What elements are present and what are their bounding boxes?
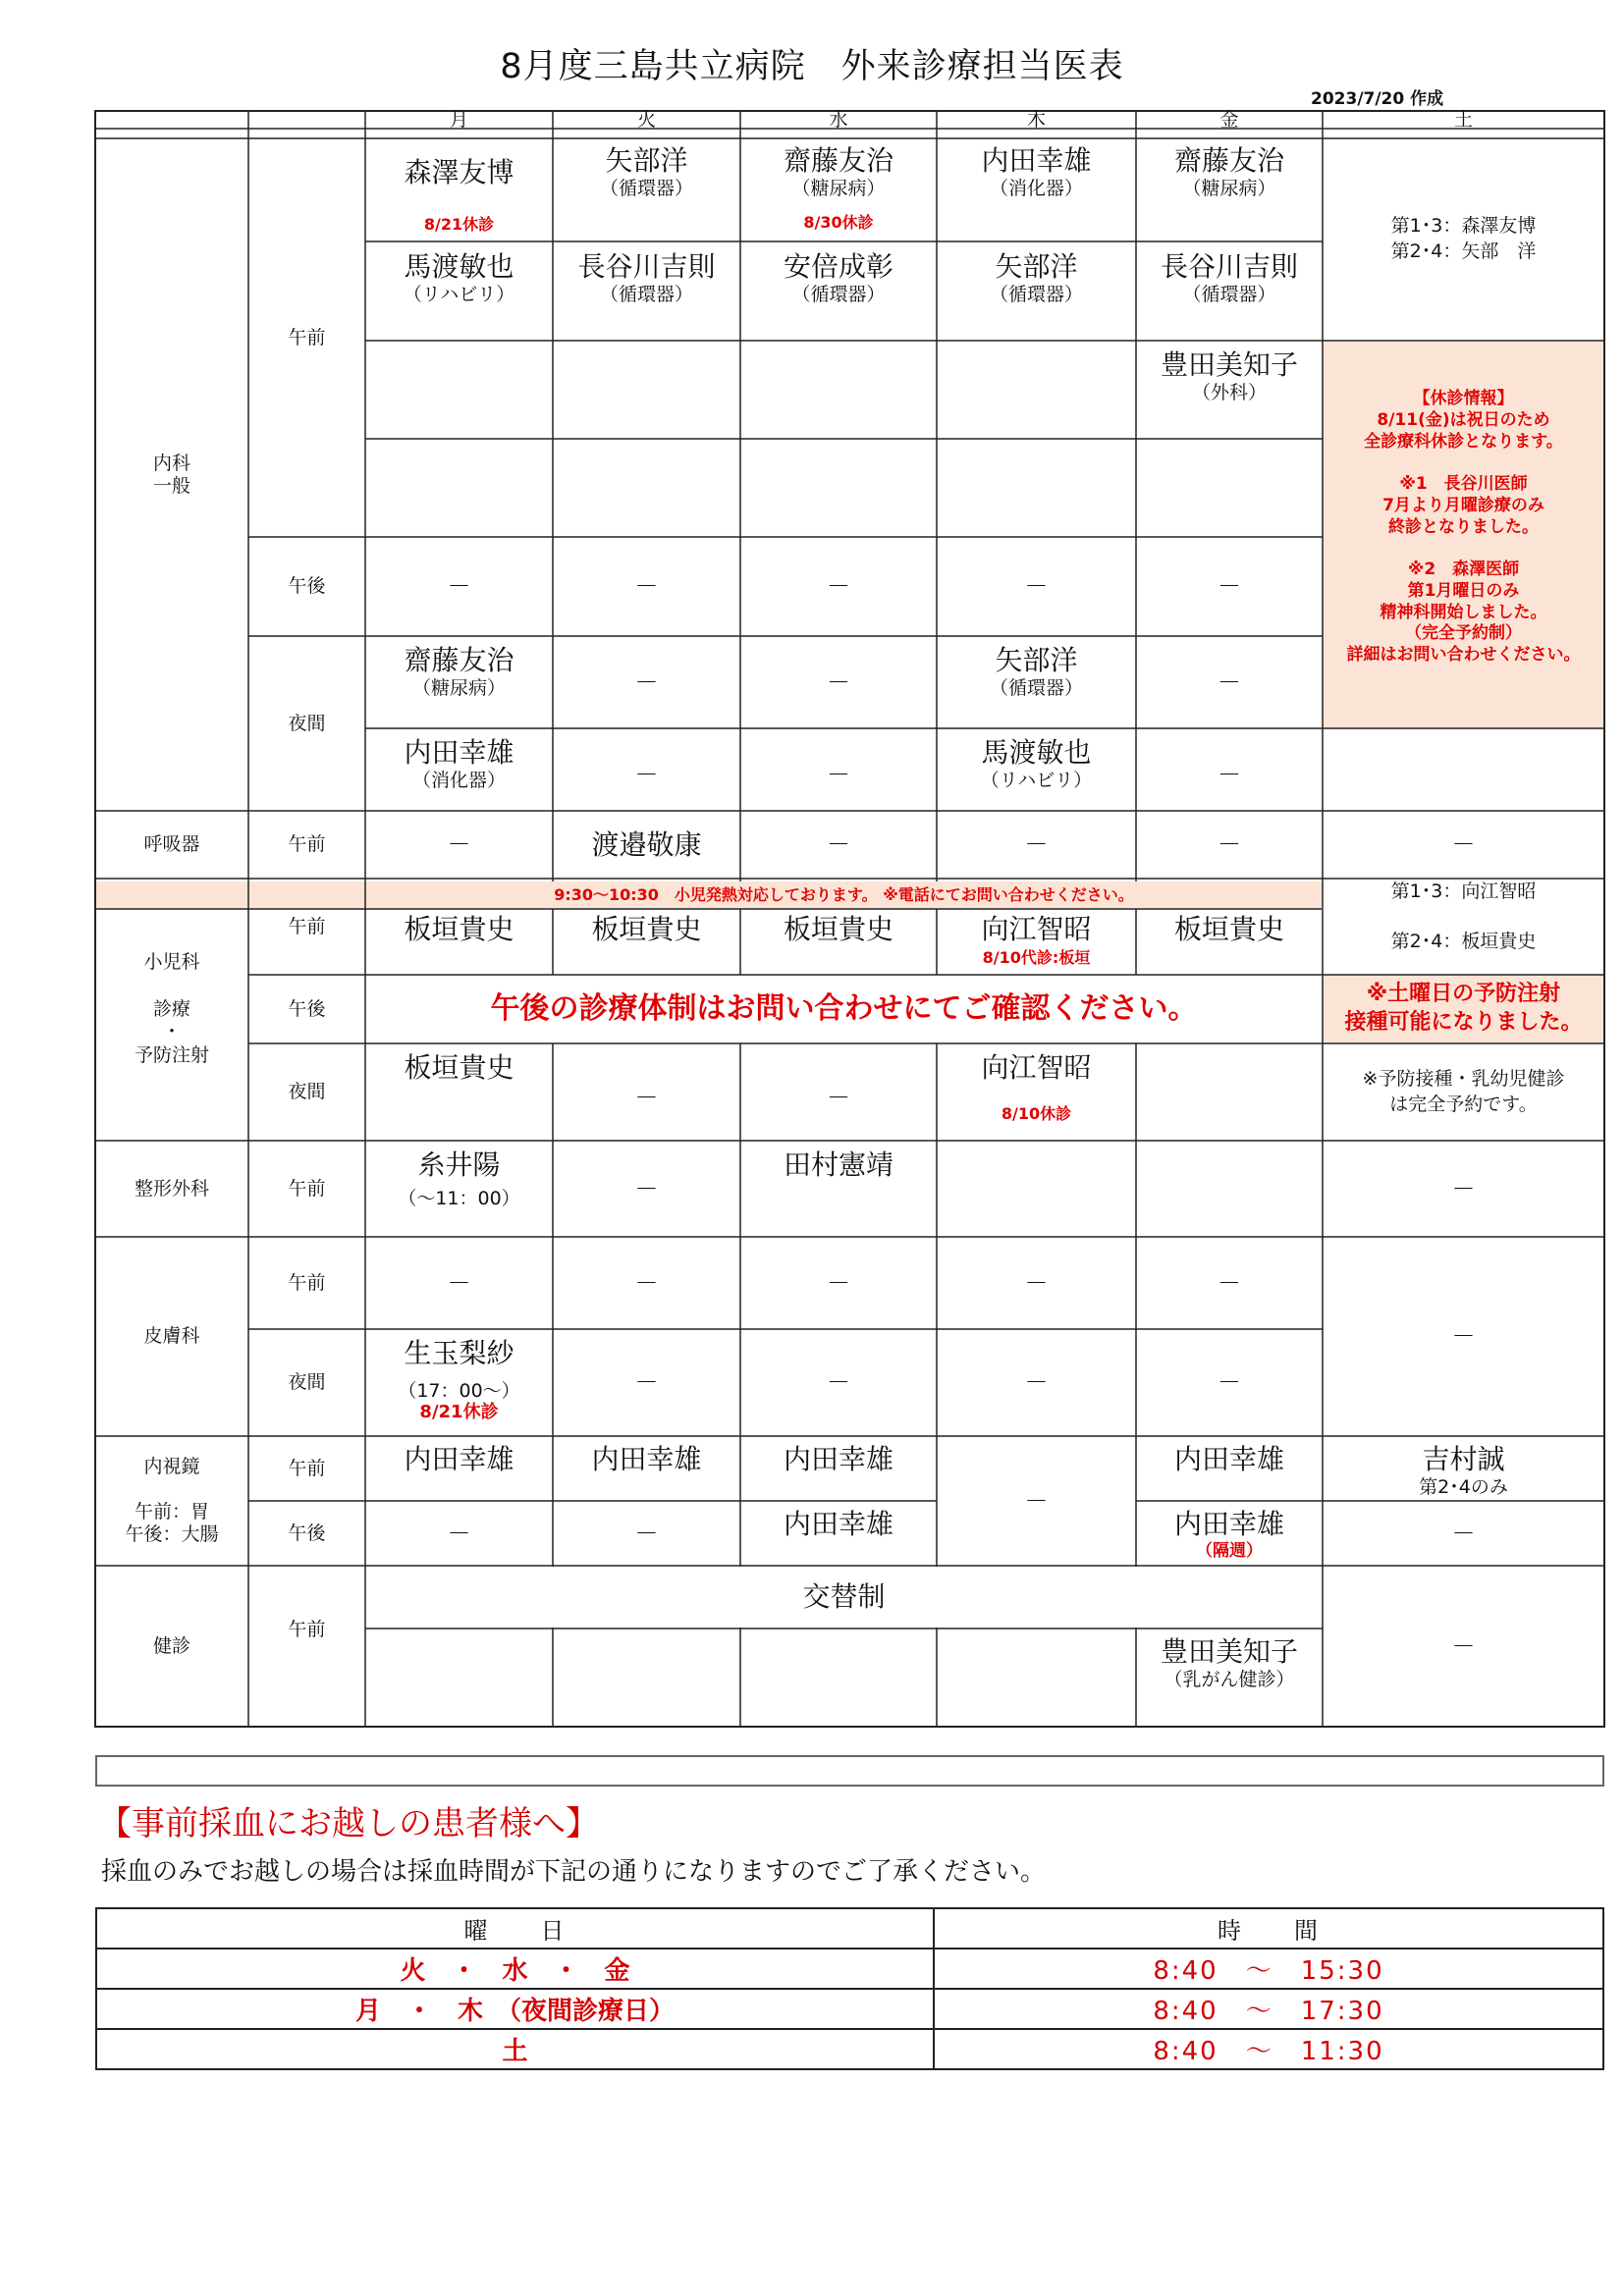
period-am-pediatrics: 午前 bbox=[288, 915, 326, 937]
doctor-specialty: （リハビリ） bbox=[980, 769, 1093, 791]
doctor-cell-tue-am2 bbox=[553, 246, 740, 341]
dash-wed-resp: － bbox=[827, 830, 850, 859]
dept-pediatrics: 小児科 診療 ・ 予防注射 bbox=[134, 951, 209, 1067]
hours-note: （17：00～） bbox=[398, 1379, 520, 1402]
doctor-name: 向江智昭 bbox=[981, 913, 1092, 945]
dash-thu-endo: － bbox=[1024, 1486, 1049, 1515]
period-am-dermatology: 午前 bbox=[288, 1271, 326, 1294]
table-header-row bbox=[96, 1908, 1603, 1949]
dash-tue-ortho: － bbox=[634, 1174, 659, 1202]
dash-wed-peds-night: － bbox=[827, 1084, 850, 1112]
dept-orthopedics: 整形外科 bbox=[134, 1177, 209, 1200]
doctor-specialty: （循環器） bbox=[599, 283, 693, 305]
day-header-fri: 金 bbox=[1219, 108, 1239, 131]
row-day: 土 bbox=[96, 2029, 934, 2069]
doctor-wed-peds-am: 板垣貴史 bbox=[783, 913, 893, 945]
closure-info-box: 【休診情報】 8/11(金)は祝日のため 全診療科休診となります。 ※1 長谷川医師 7月より月曜診療のみ 終診となりました。 ※2 森澤医師 第1月曜日のみ 精神科開始しました。 （完全予約制） 詳細はお問い合わせください。 bbox=[1346, 389, 1581, 665]
dash-mon-pm: － bbox=[447, 572, 471, 601]
dash-fri-night2: － bbox=[1218, 760, 1241, 788]
table-row bbox=[96, 1989, 1603, 2029]
saturday-vaccine-note: ※土曜日の予防注射 接種可能になりました。 bbox=[1344, 982, 1583, 1035]
doctor-name: 豊田美知子 bbox=[1160, 1635, 1298, 1668]
dash-sat-ortho: － bbox=[1451, 1174, 1476, 1202]
period-am-endoscopy: 午前 bbox=[288, 1457, 326, 1479]
period-pm-pediatrics: 午後 bbox=[288, 997, 326, 1020]
dash-tue-night1: － bbox=[634, 667, 659, 696]
day-header-wed: 水 bbox=[829, 108, 848, 131]
closure-note: 8/21休診 bbox=[419, 1402, 499, 1423]
doctor-cell-mon-night1 bbox=[365, 640, 553, 728]
weeks-note: 第2･4のみ bbox=[1419, 1475, 1508, 1498]
rotation-label: 交替制 bbox=[802, 1580, 886, 1614]
day-header-mon: 月 bbox=[449, 108, 468, 131]
doctor-mon-peds-am: 板垣貴史 bbox=[404, 913, 514, 945]
doctor-cell-thu-peds-am bbox=[937, 909, 1136, 975]
blood-draw-table bbox=[95, 1907, 1604, 2070]
doctor-cell-sat-endo-am bbox=[1323, 1439, 1604, 1501]
row-day: 月 ・ 木 （夜間診療日） bbox=[96, 1989, 934, 2029]
frequency-note: （隔週） bbox=[1196, 1540, 1263, 1561]
created-date: 2023/7/20 作成 bbox=[1311, 89, 1444, 109]
substitute-note: 8/10代診:板垣 bbox=[982, 947, 1091, 967]
dash-wed-derm-am: － bbox=[827, 1268, 850, 1297]
dash-wed-night1: － bbox=[827, 667, 850, 696]
doctor-name: 長谷川吉則 bbox=[577, 250, 716, 283]
dash-tue-derm-night: － bbox=[634, 1368, 659, 1397]
blood-draw-description: 採血のみでお越しの場合は採血時間が下記の通りになりますのでご了承ください。 bbox=[101, 1857, 1047, 1887]
period-night-dermatology: 夜間 bbox=[288, 1371, 326, 1394]
dash-fri-pm: － bbox=[1218, 572, 1241, 601]
doctor-cell-thu-peds-night bbox=[937, 1047, 1136, 1141]
doctor-tue-endo-am: 内田幸雄 bbox=[591, 1443, 702, 1475]
saturday-night-pediatrics: ※予防接種・乳幼児健診 は完全予約です。 bbox=[1362, 1067, 1565, 1115]
doctor-name: 内田幸雄 bbox=[1173, 1508, 1284, 1540]
doctor-specialty: （糖尿病） bbox=[1182, 177, 1276, 199]
doctor-name: 内田幸雄 bbox=[404, 736, 514, 769]
doctor-wed-ortho: 田村憲靖 bbox=[783, 1148, 893, 1181]
dept-internal: 内科 一般 bbox=[152, 452, 190, 497]
doctor-cell-thu-am2 bbox=[937, 246, 1136, 341]
doctor-specialty: （乳がん健診） bbox=[1164, 1668, 1295, 1690]
doctor-specialty: （消化器） bbox=[989, 177, 1083, 199]
doctor-cell-thu-night1 bbox=[937, 640, 1136, 728]
spacer-box bbox=[95, 1755, 1604, 1787]
period-am-orthopedics: 午前 bbox=[288, 1177, 326, 1200]
doctor-name: 安倍成彰 bbox=[783, 250, 893, 283]
doctor-fri-peds-am: 板垣貴史 bbox=[1173, 913, 1284, 945]
header-time: 時 間 bbox=[934, 1908, 1603, 1949]
doctor-cell-fri-checkup bbox=[1136, 1631, 1323, 1727]
doctor-cell-mon-am2 bbox=[365, 246, 553, 341]
pm-inquiry-message: 午後の診療体制はお問い合わせにてご確認ください。 bbox=[490, 991, 1198, 1026]
doctor-tue-resp: 渡邉敬康 bbox=[591, 828, 702, 861]
table-row bbox=[96, 2029, 1603, 2069]
page-title: 8月度三島共立病院 外来診療担当医表 bbox=[500, 47, 1124, 86]
dash-thu-pm: － bbox=[1024, 572, 1049, 601]
doctor-name: 矢部洋 bbox=[995, 644, 1078, 676]
dash-fri-night1: － bbox=[1218, 667, 1241, 696]
row-time: 8:40 ～ 11:30 bbox=[934, 2029, 1603, 2069]
doctor-name: 齋藤友治 bbox=[404, 644, 514, 676]
doctor-cell-wed-am1 bbox=[740, 140, 937, 241]
dash-wed-pm: － bbox=[827, 572, 850, 601]
doctor-name: 生玉梨紗 bbox=[404, 1337, 514, 1369]
dash-tue-derm-am: － bbox=[634, 1268, 659, 1297]
doctor-wed-endo-am: 内田幸雄 bbox=[783, 1443, 893, 1475]
day-header-tue: 火 bbox=[636, 108, 656, 131]
closure-note: 8/30休診 bbox=[803, 213, 874, 233]
dept-endoscopy: 内視鏡 午前：胃 午後：大腸 bbox=[125, 1456, 219, 1545]
row-time: 8:40 ～ 15:30 bbox=[934, 1949, 1603, 1989]
doctor-name: 森澤友博 bbox=[404, 156, 514, 188]
doctor-specialty: （循環器） bbox=[599, 177, 693, 199]
doctor-cell-tue-am1 bbox=[553, 140, 740, 241]
day-header-thu: 木 bbox=[1026, 108, 1046, 131]
doctor-cell-mon-ortho bbox=[365, 1145, 553, 1237]
doctor-name: 糸井陽 bbox=[417, 1148, 501, 1181]
closure-note: 8/21休診 bbox=[423, 214, 495, 234]
dash-mon-derm-am: － bbox=[447, 1268, 471, 1297]
header-day: 曜 日 bbox=[96, 1908, 934, 1949]
dash-sat-endo-pm: － bbox=[1451, 1519, 1476, 1547]
doctor-name: 矢部洋 bbox=[605, 144, 688, 177]
dash-sat-checkup: － bbox=[1451, 1631, 1476, 1660]
doctor-specialty: （循環器） bbox=[791, 283, 886, 305]
doctor-cell-fri-am1 bbox=[1136, 140, 1323, 241]
dash-tue-peds-night: － bbox=[634, 1084, 659, 1112]
doctor-wed-endo-pm: 内田幸雄 bbox=[783, 1508, 893, 1540]
doctor-cell-mon-am1 bbox=[365, 140, 553, 241]
dash-thu-derm-am: － bbox=[1024, 1268, 1049, 1297]
dash-wed-derm-night: － bbox=[827, 1368, 850, 1397]
doctor-name: 馬渡敏也 bbox=[981, 736, 1092, 769]
doctor-tue-peds-am: 板垣貴史 bbox=[591, 913, 702, 945]
period-am-checkup: 午前 bbox=[288, 1618, 326, 1640]
doctor-specialty: （糖尿病） bbox=[791, 177, 886, 199]
dash-tue-night2: － bbox=[634, 760, 659, 788]
doctor-cell-mon-night2 bbox=[365, 732, 553, 811]
period-pm-internal: 午後 bbox=[288, 575, 326, 598]
doctor-name: 矢部洋 bbox=[995, 250, 1078, 283]
blood-draw-title: 【事前採血にお越しの患者様へ】 bbox=[98, 1804, 599, 1843]
dash-mon-resp: － bbox=[447, 830, 471, 859]
dash-wed-night2: － bbox=[827, 760, 850, 788]
dash-fri-resp: － bbox=[1218, 830, 1241, 859]
doctor-name: 馬渡敏也 bbox=[404, 250, 514, 283]
dept-checkup: 健診 bbox=[152, 1634, 190, 1657]
doctor-mon-endo-am: 内田幸雄 bbox=[404, 1443, 514, 1475]
doctor-fri-endo-am: 内田幸雄 bbox=[1173, 1443, 1284, 1475]
closure-note: 8/10休診 bbox=[1001, 1103, 1072, 1123]
saturday-am-internal: 第1･3：森澤友博 第2･4：矢部 洋 bbox=[1390, 215, 1537, 262]
saturday-am-pediatrics: 第1･3：向江智昭 第2･4：板垣貴史 bbox=[1390, 881, 1537, 953]
doctor-specialty: （循環器） bbox=[989, 676, 1083, 699]
doctor-name: 向江智昭 bbox=[981, 1051, 1092, 1084]
dash-fri-derm-night: － bbox=[1218, 1368, 1241, 1397]
doctor-specialty: （外科） bbox=[1191, 381, 1267, 403]
dash-fri-derm-am: － bbox=[1218, 1268, 1241, 1297]
doctor-specialty: （消化器） bbox=[411, 769, 506, 791]
doctor-name: 長谷川吉則 bbox=[1160, 250, 1298, 283]
doctor-name: 吉村誠 bbox=[1422, 1443, 1505, 1475]
doctor-specialty: （循環器） bbox=[1182, 283, 1276, 305]
doctor-specialty: （糖尿病） bbox=[411, 676, 506, 699]
doctor-name: 豊田美知子 bbox=[1160, 348, 1298, 381]
dash-tue-endo-pm: － bbox=[634, 1519, 659, 1547]
dash-thu-derm-night: － bbox=[1024, 1368, 1049, 1397]
row-time: 8:40 ～ 17:30 bbox=[934, 1989, 1603, 2029]
doctor-name: 齋藤友治 bbox=[1173, 144, 1284, 177]
doctor-cell-mon-derm-night bbox=[365, 1333, 553, 1436]
doctor-cell-wed-am2 bbox=[740, 246, 937, 341]
doctor-cell-fri-am3 bbox=[1136, 345, 1323, 439]
dash-thu-resp: － bbox=[1024, 830, 1049, 859]
doctor-name: 齋藤友治 bbox=[783, 144, 893, 177]
doctor-cell-thu-night2 bbox=[937, 732, 1136, 811]
period-am-respiratory: 午前 bbox=[288, 833, 326, 856]
doctor-name: 内田幸雄 bbox=[981, 144, 1092, 177]
day-header-sat: 土 bbox=[1453, 108, 1473, 131]
table-row bbox=[96, 1949, 1603, 1989]
doctor-specialty: （循環器） bbox=[989, 283, 1083, 305]
hours-note: （～11：00） bbox=[398, 1187, 520, 1209]
doctor-cell-fri-am2 bbox=[1136, 246, 1323, 341]
dash-sat-derm: － bbox=[1451, 1322, 1476, 1351]
period-night-internal: 夜間 bbox=[288, 712, 326, 734]
dash-sat-resp: － bbox=[1451, 830, 1476, 859]
doctor-cell-fri-endo-pm bbox=[1136, 1504, 1323, 1566]
period-am-internal: 午前 bbox=[288, 326, 326, 348]
doctor-cell-thu-am1 bbox=[937, 140, 1136, 241]
row-day: 火 ・ 水 ・ 金 bbox=[96, 1949, 934, 1989]
doctor-mon-peds-night: 板垣貴史 bbox=[404, 1051, 514, 1084]
dash-tue-pm: － bbox=[634, 572, 659, 601]
period-pm-endoscopy: 午後 bbox=[288, 1522, 326, 1544]
dash-mon-endo-pm: － bbox=[447, 1519, 471, 1547]
doctor-specialty: （リハビリ） bbox=[403, 283, 515, 305]
fever-banner: 9:30～10:30 小児発熱対応しております。 ※電話にてお問い合わせください。 bbox=[554, 885, 1134, 905]
period-night-pediatrics: 夜間 bbox=[288, 1081, 326, 1103]
dept-respiratory: 呼吸器 bbox=[143, 833, 200, 856]
dept-dermatology: 皮膚科 bbox=[143, 1325, 200, 1348]
